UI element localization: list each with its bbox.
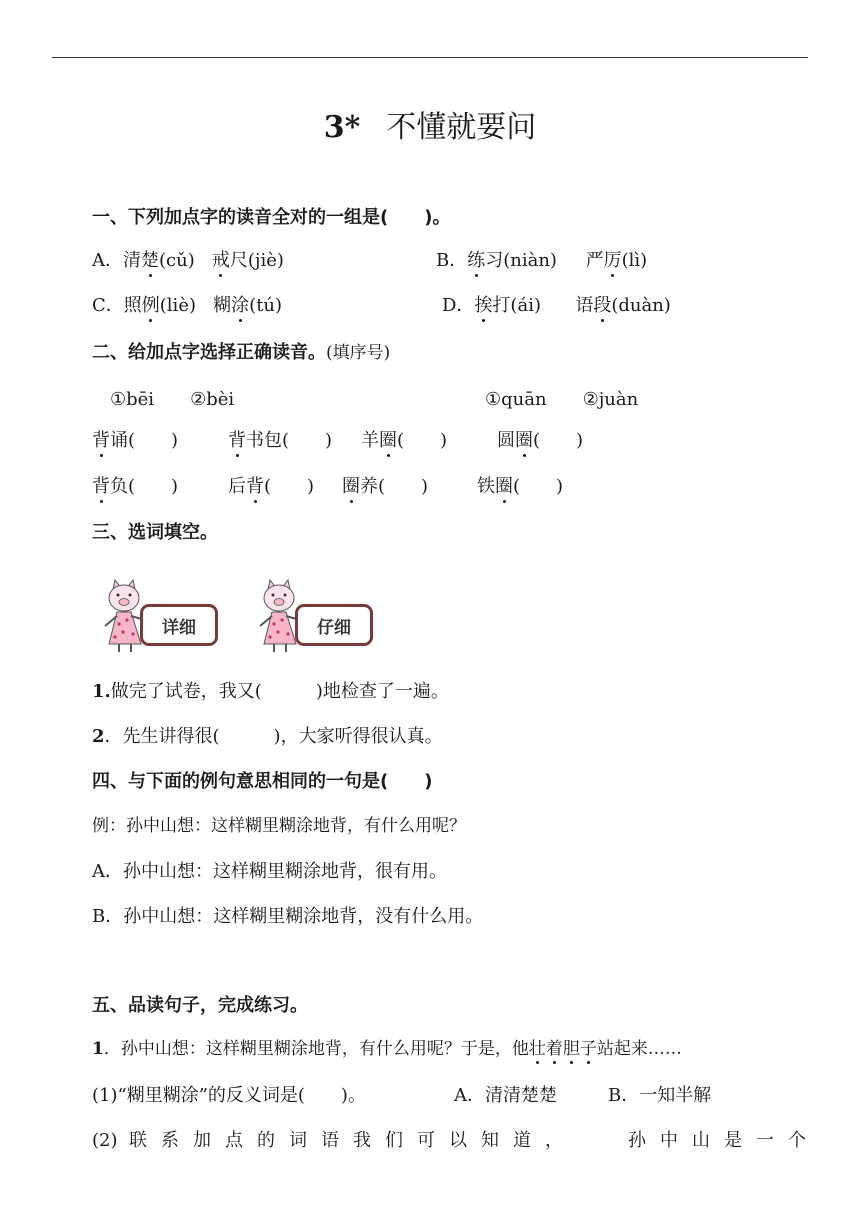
word-card-2: 仔细 — [295, 604, 373, 646]
section5-q1-option-b: B．一知半解 — [608, 1085, 712, 1106]
section5-heading: 五、品读句子，完成练习。 — [92, 995, 308, 1016]
section2-item: 圆圈( ) — [497, 430, 584, 451]
bei-pinyin-options: ①bēi ②bèi — [110, 389, 235, 410]
section1-option-d: D．挨打(ái) 语段(duàn) — [442, 295, 671, 316]
section2-heading-line — [92, 342, 390, 364]
dotted-char: 练 — [467, 250, 486, 271]
pig-sign-careful — [250, 574, 380, 654]
section4-option-b: B．孙中山想：这样糊里糊涂地背，没有什么用。 — [92, 906, 484, 927]
section2-heading: 二、给加点字选择正确读音。 — [92, 342, 326, 363]
dotted-char: 涂 — [231, 295, 250, 316]
section4-heading: 四、与下面的例句意思相同的一句是( ) — [92, 771, 433, 792]
dotted-char: 楚 — [141, 250, 159, 271]
header-rule — [52, 57, 808, 58]
section2-item: 背负( ) — [92, 476, 179, 497]
word-card-1: 详细 — [140, 604, 218, 646]
section5-question-1: (1)“糊里糊涂”的反义词是( )。 — [92, 1085, 366, 1106]
section2-item: 后背( ) — [228, 476, 315, 497]
section1-option-b: B．练习(niàn) 严厉(lì) — [436, 250, 648, 271]
section4-option-a: A．孙中山想：这样糊里糊涂地背，很有用。 — [92, 861, 447, 882]
section1-heading: 一、下列加点字的读音全对的一组是( )。 — [92, 207, 451, 228]
section2-tip: (填序号) — [326, 343, 391, 363]
section3-heading: 三、选词填空。 — [92, 522, 218, 543]
dotted-char: 例 — [141, 295, 160, 316]
section5-question-2-tail: 孙中山是一个 — [628, 1130, 820, 1151]
section2-item: 圈养( ) — [342, 476, 429, 497]
dotted-char: 挨 — [474, 295, 493, 316]
section2-item: 铁圈( ) — [477, 476, 564, 497]
section4-example: 例：孙中山想：这样糊里糊涂地背，有什么用呢？ — [92, 816, 466, 836]
lesson-number: 3* — [323, 110, 361, 145]
section2-item: 羊圈( ) — [361, 430, 448, 451]
section3-question-2: 2．先生讲得很( )，大家听得很认真。 — [92, 726, 443, 747]
section2-item: 背书包( ) — [228, 430, 333, 451]
section2-item: 背诵( ) — [92, 430, 179, 451]
section5-question-2: (2) 联系加点的词语我们可以知道， — [92, 1130, 577, 1151]
lesson-title: 不懂就要问 — [386, 110, 537, 145]
page-title — [0, 110, 860, 146]
dotted-char: 段 — [593, 295, 612, 316]
section1-option-a: A．清楚(cǔ) 戒尺(jiè) — [92, 250, 284, 271]
dotted-char: 厉 — [603, 250, 622, 271]
section1-option-c: C．照例(liè) 糊涂(tú) — [92, 295, 283, 316]
dotted-char: 戒 — [211, 250, 230, 271]
section5-sentence-1: 1．孙中山想：这样糊里糊涂地背，有什么用呢？于是，他壮着胆子站起来…… — [92, 1039, 682, 1059]
section3-question-1: 1.做完了试卷，我又( )地检查了一遍。 — [92, 681, 449, 702]
pig-sign-detailed — [95, 574, 225, 654]
section5-q1-option-a: A．清清楚楚 — [454, 1085, 557, 1106]
quan-pinyin-options: ①quān ②juàn — [485, 389, 639, 410]
